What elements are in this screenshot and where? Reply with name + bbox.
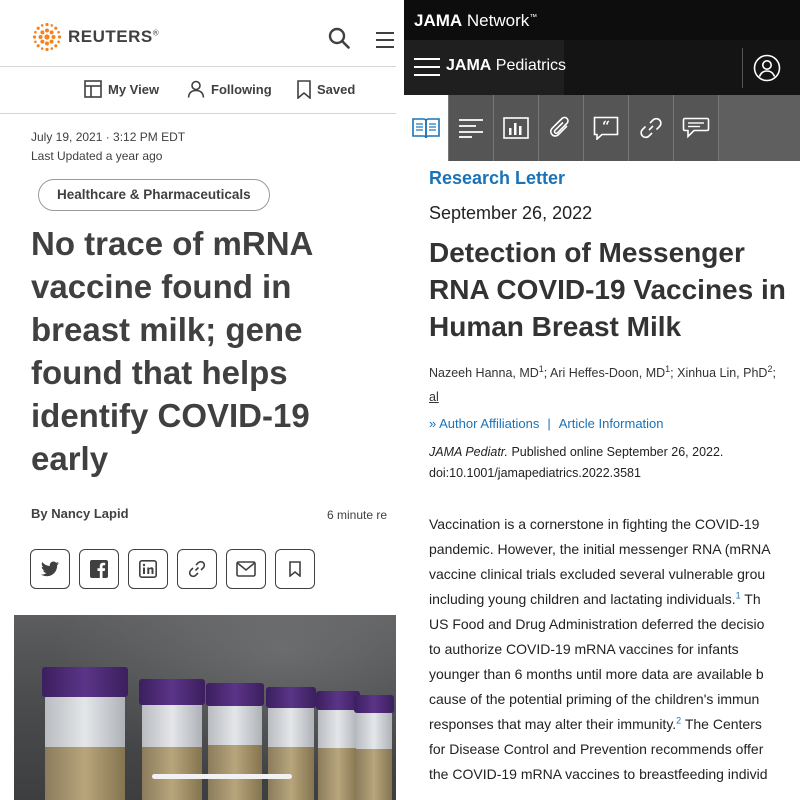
following-label: Following xyxy=(211,81,272,97)
affiliation-ref: 1 xyxy=(665,363,671,374)
home-indicator[interactable] xyxy=(152,774,292,779)
supplement-tab[interactable] xyxy=(539,95,584,161)
reuters-dots-logo-icon xyxy=(32,22,62,52)
author-name[interactable]: ; Xinhua Lin, PhD xyxy=(670,366,768,380)
body-line: Vaccination is a cornerstone in fighting the COVID-19 xyxy=(429,516,760,532)
journal-bar-left xyxy=(404,40,567,95)
user-icon xyxy=(753,54,781,82)
body-line xyxy=(429,712,800,737)
reuters-header xyxy=(0,0,396,67)
link-separator: | xyxy=(547,416,551,431)
article-type: Research Letter xyxy=(429,168,566,188)
article-toolbar xyxy=(404,95,800,161)
cite-icon xyxy=(593,116,619,140)
published-date: July 19, 2021 · 3:12 PM EDT xyxy=(31,130,186,144)
collage-divider xyxy=(396,0,404,800)
author-affiliations-label: Author Affiliations xyxy=(439,416,540,431)
article-title xyxy=(429,234,800,345)
link-icon xyxy=(187,559,207,579)
attachment-icon xyxy=(549,115,573,141)
author-byline[interactable]: By Nancy Lapid xyxy=(31,506,129,521)
milk-bottle-4 xyxy=(266,687,316,800)
body-line: younger than 6 months until more data are available b xyxy=(429,666,764,682)
author-affiliations-link[interactable] xyxy=(429,416,539,431)
body-text: The Centers xyxy=(681,716,762,732)
publication-date: Published online September 26, 2022. xyxy=(507,445,724,459)
article-photo-breast-milk-bottles xyxy=(14,615,396,800)
saved-button[interactable] xyxy=(297,80,355,99)
journal-title: Pediatrics xyxy=(491,57,567,74)
my-view-label: My View xyxy=(108,81,160,97)
jama-network-trademark: ™ xyxy=(529,12,538,22)
body-line: cause of the potential priming of the children's immun xyxy=(429,691,760,707)
twitter-icon xyxy=(41,561,59,577)
journal-bar xyxy=(404,40,800,95)
affiliation-ref: 1 xyxy=(538,363,544,374)
facebook-icon xyxy=(90,560,108,578)
body-text: Th xyxy=(740,591,761,607)
reuters-user-nav xyxy=(0,67,396,114)
article-headline: No trace of mRNA vaccine found in breast milk; gene found that helps identify COVID-19 early xyxy=(31,225,313,477)
article-tab[interactable] xyxy=(404,95,449,161)
author-name[interactable]: Nazeeh Hanna, MD xyxy=(429,366,539,380)
my-view-button[interactable] xyxy=(84,80,159,98)
journal-abbrev: JAMA Pediatr. xyxy=(429,445,508,459)
bookmark-icon xyxy=(289,561,301,577)
article-body xyxy=(429,512,800,787)
article-information-link[interactable]: Article Information xyxy=(558,416,664,431)
journal-name[interactable] xyxy=(446,57,566,75)
share-bar xyxy=(30,549,324,589)
svg-text:“: “ xyxy=(601,119,611,135)
saved-label: Saved xyxy=(317,82,356,97)
article-date: September 26, 2022 xyxy=(429,203,593,223)
article-title-line: Detection of Messenger xyxy=(429,237,745,268)
reuters-article-screen xyxy=(0,0,396,800)
affiliation-ref: 2 xyxy=(767,363,773,374)
linkedin-icon xyxy=(139,560,157,578)
et-al-link[interactable]: al xyxy=(429,390,439,404)
chevron-right-icon: » xyxy=(429,416,437,431)
milk-bottle-1 xyxy=(42,667,128,800)
body-line: US Food and Drug Administration deferred the decisio xyxy=(429,616,765,632)
email-icon xyxy=(236,561,256,577)
search-icon[interactable] xyxy=(328,27,350,54)
category-tag[interactable]: Healthcare & Pharmaceuticals xyxy=(38,179,270,211)
last-updated: Last Updated a year ago xyxy=(31,149,163,163)
comments-tab[interactable] xyxy=(674,95,719,161)
read-time: 6 minute re xyxy=(327,508,388,522)
reuters-logo[interactable] xyxy=(32,22,159,52)
milk-bottle-6 xyxy=(354,695,394,800)
author-list-line xyxy=(429,361,776,385)
doi[interactable]: doi:10.1001/jamapediatrics.2022.3581 xyxy=(429,466,641,480)
body-line xyxy=(429,587,800,612)
layout-icon xyxy=(84,80,102,98)
reuters-wordmark-text: REUTERS xyxy=(68,27,153,46)
menu-icon[interactable] xyxy=(376,32,394,53)
milk-bottle-3 xyxy=(206,683,264,800)
article-title-line: Human Breast Milk xyxy=(429,311,682,342)
milk-bottle-2 xyxy=(139,679,205,800)
comment-icon xyxy=(682,117,710,139)
menu-icon[interactable] xyxy=(414,58,440,82)
reuters-registered-mark: ® xyxy=(152,28,160,38)
journal-brand: JAMA xyxy=(446,57,492,74)
article-icon xyxy=(412,117,440,139)
cite-tab[interactable] xyxy=(584,95,629,161)
facebook-share-button[interactable] xyxy=(79,549,119,589)
citation xyxy=(429,442,723,484)
link-icon xyxy=(639,116,663,140)
twitter-share-button[interactable] xyxy=(30,549,70,589)
author-list-line xyxy=(429,385,776,409)
body-line: pandemic. However, the initial messenger RNA (mRNA xyxy=(429,541,771,557)
bookmark-icon xyxy=(297,80,311,99)
reference-link[interactable]: 2 xyxy=(676,715,682,726)
reuters-wordmark xyxy=(68,27,159,47)
linkedin-share-button[interactable] xyxy=(128,549,168,589)
body-line: vaccine clinical trials excluded several vulnerable grou xyxy=(429,566,766,582)
article-dateline xyxy=(31,128,185,166)
body-text: responses that may alter their immunity. xyxy=(429,716,677,732)
body-text: including young children and lactating individuals. xyxy=(429,591,736,607)
user-account-button[interactable] xyxy=(742,48,791,88)
jama-network-word: Network xyxy=(462,11,530,30)
email-share-button[interactable] xyxy=(226,549,266,589)
body-line: for Disease Control and Prevention recommends offer xyxy=(429,741,764,757)
article-title-line: RNA COVID-19 Vaccines in xyxy=(429,274,786,305)
citation-line xyxy=(429,442,723,463)
person-icon xyxy=(187,80,205,98)
article-meta-links xyxy=(429,416,664,431)
jama-network-logo[interactable] xyxy=(414,11,537,31)
figures-tab[interactable] xyxy=(494,95,539,161)
author-separator: ; xyxy=(772,366,776,380)
body-line: the COVID-19 mRNA vaccines to breastfeeding individ xyxy=(429,766,768,782)
jama-network-bar xyxy=(404,0,800,40)
jama-network-brand: JAMA xyxy=(414,11,463,30)
reference-link[interactable]: 1 xyxy=(735,590,741,601)
copy-link-button[interactable] xyxy=(177,549,217,589)
author-name[interactable]: ; Ari Heffes-Doon, MD xyxy=(543,366,666,380)
jama-article-screen xyxy=(404,0,800,800)
save-article-button[interactable] xyxy=(275,549,315,589)
figures-icon xyxy=(503,117,529,139)
outline-tab[interactable] xyxy=(449,95,494,161)
following-button[interactable] xyxy=(187,80,272,98)
body-line: to authorize COVID-19 mRNA vaccines for infants xyxy=(429,641,739,657)
author-list xyxy=(429,361,776,409)
outline-icon xyxy=(458,118,484,138)
permissions-tab[interactable] xyxy=(629,95,674,161)
